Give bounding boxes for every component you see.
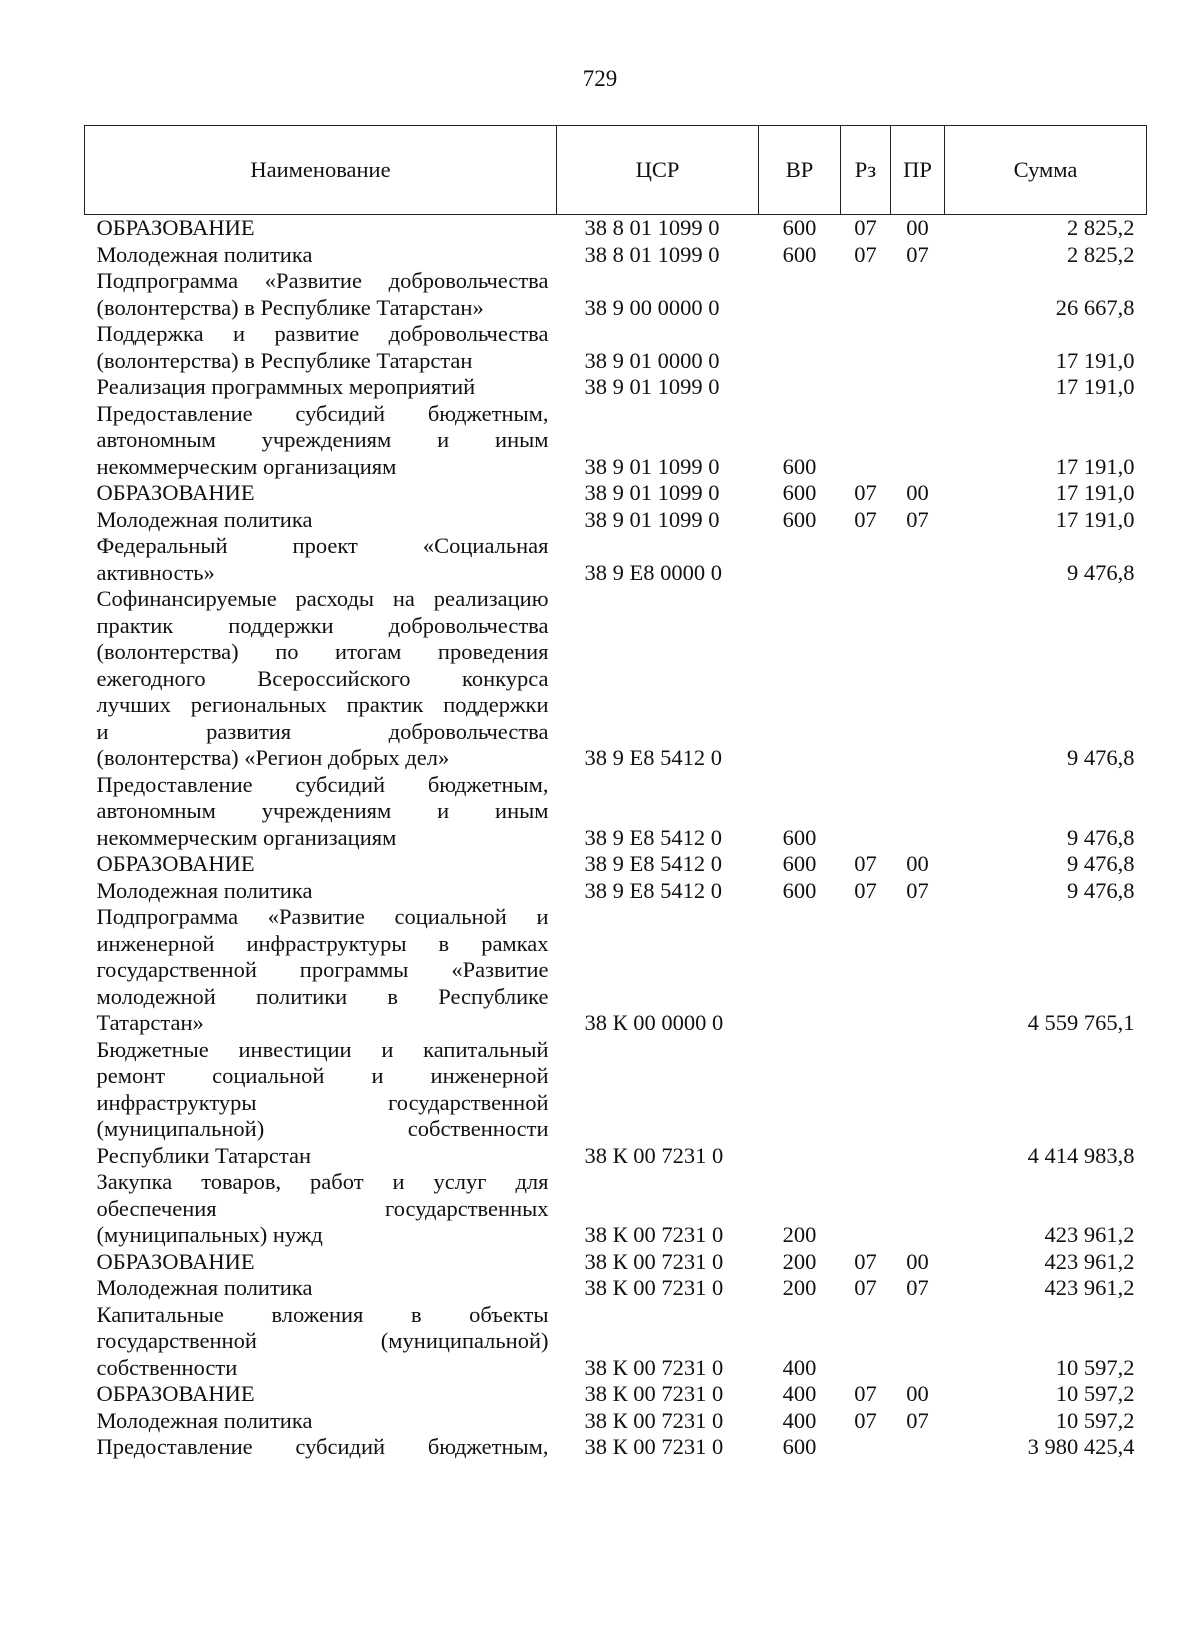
row-rz — [841, 904, 891, 1037]
row-name — [85, 1249, 557, 1276]
row-sum: 423 961,2 — [1044, 1275, 1135, 1300]
row-vr: 200 — [782, 1222, 817, 1247]
row-csr: 38 К 00 7231 0 — [584, 1407, 724, 1433]
row-sum: 3 980 425,4 — [1027, 1434, 1135, 1459]
row-rz: 07 — [854, 1248, 877, 1274]
row-sum: 423 961,2 — [1044, 1222, 1135, 1247]
table-row — [85, 321, 1147, 374]
row-vr: 600 — [782, 241, 817, 267]
row-pr — [891, 1037, 945, 1170]
row-name-line: Подпрограмма «Развитие социальной и — [96, 904, 549, 929]
row-name-line: собственности — [96, 1354, 238, 1380]
row-csr: 38 К 00 7231 0 — [584, 1142, 724, 1168]
row-name — [85, 507, 557, 534]
header-csr: ЦСР — [557, 126, 759, 215]
row-name-line: государственной (муниципальной) — [96, 1328, 549, 1353]
row-rz — [841, 1169, 891, 1249]
row-name — [85, 1169, 557, 1249]
row-name-line: (муниципальных) нужд — [96, 1222, 323, 1247]
row-name-line: Молодежная политика — [96, 1407, 313, 1433]
header-pr: ПР — [891, 126, 945, 215]
row-pr — [891, 321, 945, 374]
row-sum: 17 191,0 — [1055, 453, 1135, 479]
row-name-line: ОБРАЗОВАНИЕ — [96, 851, 255, 876]
row-pr: 00 — [906, 1381, 929, 1406]
header-sum: Сумма — [945, 126, 1147, 215]
row-rz — [841, 1302, 891, 1382]
row-pr — [891, 268, 945, 321]
row-name — [85, 533, 557, 586]
row-csr: 38 9 01 0000 0 — [584, 347, 720, 373]
row-vr: 400 — [782, 1407, 817, 1433]
row-name — [85, 586, 557, 772]
page-number: 729 — [582, 66, 618, 91]
row-vr: 600 — [782, 215, 817, 240]
row-pr — [891, 904, 945, 1037]
row-name-line: и развития добровольчества — [96, 718, 549, 744]
row-rz — [841, 321, 891, 374]
row-name-line: ОБРАЗОВАНИЕ — [96, 215, 255, 240]
row-name-line: Молодежная политика — [96, 877, 313, 903]
row-name-line: Предоставление субсидий бюджетным, — [96, 771, 549, 797]
row-sum: 2 825,2 — [1067, 241, 1135, 267]
row-name — [85, 772, 557, 852]
row-sum: 4 414 983,8 — [1027, 1142, 1135, 1168]
row-sum: 17 191,0 — [1055, 480, 1135, 505]
table-row — [85, 401, 1147, 481]
row-pr: 00 — [906, 851, 929, 876]
row-vr: 600 — [782, 480, 817, 505]
row-rz — [841, 772, 891, 852]
row-rz: 07 — [854, 1407, 877, 1433]
table-row — [85, 215, 1147, 242]
row-name-line: ежегодного Всероссийского конкурса — [96, 665, 549, 691]
row-rz: 07 — [854, 241, 877, 267]
row-rz: 07 — [854, 480, 877, 505]
row-name — [85, 268, 557, 321]
row-name-line: Капитальные вложения в объекты — [96, 1301, 549, 1327]
row-name — [85, 1408, 557, 1435]
row-csr: 38 9 01 1099 0 — [584, 453, 720, 479]
row-pr: 00 — [906, 215, 929, 240]
row-name-line: (муниципальной) собственности — [96, 1116, 549, 1141]
row-vr: 600 — [782, 824, 817, 850]
row-name-line: государственной программы «Развитие — [96, 957, 549, 982]
row-csr: 38 К 00 7231 0 — [584, 1381, 724, 1406]
row-rz — [841, 401, 891, 481]
row-csr: 38 9 E8 0000 0 — [584, 559, 722, 585]
row-csr: 38 9 E8 5412 0 — [584, 851, 722, 876]
row-name-line: Молодежная политика — [96, 241, 313, 267]
row-sum: 9 476,8 — [1067, 745, 1135, 770]
row-name — [85, 851, 557, 878]
row-name-line: автономным учреждениям и иным — [96, 798, 549, 823]
row-name — [85, 242, 557, 269]
row-sum: 4 559 765,1 — [1027, 1010, 1135, 1035]
row-csr: 38 К 00 7231 0 — [584, 1275, 724, 1300]
row-vr — [759, 1037, 841, 1170]
row-vr — [759, 374, 841, 401]
row-sum: 17 191,0 — [1055, 506, 1135, 532]
row-vr: 200 — [782, 1248, 817, 1274]
row-name-line: Республики Татарстан — [96, 1142, 312, 1168]
row-sum: 17 191,0 — [1055, 374, 1135, 399]
table-row — [85, 507, 1147, 534]
row-pr: 07 — [906, 877, 929, 903]
row-name-line: Молодежная политика — [96, 1275, 313, 1300]
row-name-line: инженерной инфраструктуры в рамках — [96, 930, 549, 956]
row-rz: 07 — [854, 1275, 877, 1300]
row-rz: 07 — [854, 506, 877, 532]
row-vr: 400 — [782, 1354, 817, 1380]
row-name — [85, 401, 557, 481]
row-sum: 9 476,8 — [1067, 559, 1135, 585]
table-row — [85, 1037, 1147, 1170]
table-row — [85, 851, 1147, 878]
row-name-line: Поддержка и развитие добровольчества — [96, 321, 549, 346]
row-pr — [891, 374, 945, 401]
row-sum: 10 597,2 — [1055, 1354, 1135, 1380]
table-row — [85, 1408, 1147, 1435]
table-row — [85, 1249, 1147, 1276]
row-sum: 423 961,2 — [1044, 1248, 1135, 1274]
header-vr: ВР — [759, 126, 841, 215]
row-name — [85, 1434, 557, 1461]
row-vr: 400 — [782, 1381, 817, 1406]
row-rz: 07 — [854, 215, 877, 240]
row-name-line: (волонтерства) «Регион добрых дел» — [96, 745, 450, 770]
row-name-line: практик поддержки добровольчества — [96, 612, 549, 638]
table-row — [85, 904, 1147, 1037]
row-csr: 38 К 00 7231 0 — [584, 1248, 724, 1274]
table-row — [85, 374, 1147, 401]
row-name-line: (волонтерства) в Республике Татарстан — [96, 347, 473, 373]
row-name — [85, 374, 557, 401]
row-csr: 38 9 00 0000 0 — [584, 294, 720, 320]
row-pr — [891, 1434, 945, 1461]
row-csr: 38 9 01 1099 0 — [584, 374, 720, 399]
table-row — [85, 1381, 1147, 1408]
table-row — [85, 1169, 1147, 1249]
row-csr: 38 9 01 1099 0 — [584, 506, 720, 532]
table-header — [85, 126, 1147, 215]
row-name-line: лучших региональных практик поддержки — [96, 692, 549, 717]
header-name: Наименование — [85, 126, 557, 215]
row-vr — [759, 321, 841, 374]
row-pr — [891, 586, 945, 772]
row-pr: 00 — [906, 480, 929, 505]
row-vr: 600 — [782, 1434, 817, 1459]
row-rz: 07 — [854, 877, 877, 903]
row-name — [85, 1275, 557, 1302]
row-rz — [841, 533, 891, 586]
row-csr: 38 8 01 1099 0 — [584, 215, 720, 240]
row-name-line: Бюджетные инвестиции и капитальный — [96, 1036, 549, 1062]
row-name-line: Предоставление субсидий бюджетным, — [96, 400, 549, 426]
table-row — [85, 772, 1147, 852]
row-sum: 2 825,2 — [1067, 215, 1135, 240]
row-csr: 38 К 00 0000 0 — [584, 1010, 724, 1035]
row-vr — [759, 268, 841, 321]
table-row — [85, 586, 1147, 772]
row-name-line: некоммерческим организациям — [96, 453, 397, 479]
header-rz: Рз — [841, 126, 891, 215]
row-name-line: обеспечения государственных — [96, 1195, 549, 1221]
row-csr: 38 9 E8 5412 0 — [584, 824, 722, 850]
row-csr: 38 8 01 1099 0 — [584, 241, 720, 267]
row-rz: 07 — [854, 851, 877, 876]
row-sum: 17 191,0 — [1055, 347, 1135, 373]
row-name-line: некоммерческим организациям — [96, 824, 397, 850]
row-vr: 600 — [782, 453, 817, 479]
row-name-line: инфраструктуры государственной — [96, 1089, 549, 1115]
row-vr: 200 — [782, 1275, 817, 1300]
table-row — [85, 878, 1147, 905]
row-pr: 07 — [906, 1275, 929, 1300]
row-name — [85, 480, 557, 507]
row-pr: 07 — [906, 1407, 929, 1433]
row-sum: 10 597,2 — [1055, 1407, 1135, 1433]
row-name — [85, 878, 557, 905]
row-pr: 07 — [906, 506, 929, 532]
row-rz — [841, 586, 891, 772]
table-body — [85, 215, 1147, 1461]
table-row — [85, 1302, 1147, 1382]
row-csr: 38 9 01 1099 0 — [584, 480, 720, 505]
row-vr — [759, 533, 841, 586]
row-name-line: Подпрограмма «Развитие добровольчества — [96, 268, 549, 293]
row-pr — [891, 1302, 945, 1382]
row-name-line: Федеральный проект «Социальная — [96, 533, 549, 558]
row-name-line: Татарстан» — [96, 1010, 204, 1035]
row-name-line: ремонт социальной и инженерной — [96, 1063, 549, 1088]
row-pr — [891, 1169, 945, 1249]
table-row — [85, 1275, 1147, 1302]
budget-table — [84, 125, 1147, 1461]
row-pr — [891, 772, 945, 852]
row-name — [85, 1037, 557, 1170]
row-name-line: активность» — [96, 559, 215, 585]
row-rz — [841, 268, 891, 321]
row-name — [85, 1302, 557, 1382]
row-name — [85, 1381, 557, 1408]
row-vr — [759, 904, 841, 1037]
table-row — [85, 533, 1147, 586]
table-row — [85, 480, 1147, 507]
row-name-line: ОБРАЗОВАНИЕ — [96, 1381, 255, 1406]
row-sum: 9 476,8 — [1067, 824, 1135, 850]
table-row — [85, 242, 1147, 269]
row-rz: 07 — [854, 1381, 877, 1406]
row-csr: 38 К 00 7231 0 — [584, 1434, 724, 1459]
row-csr: 38 9 E8 5412 0 — [584, 877, 722, 903]
row-vr — [759, 586, 841, 772]
row-vr: 600 — [782, 851, 817, 876]
row-name — [85, 904, 557, 1037]
row-name-line: Предоставление субсидий бюджетным, — [96, 1434, 549, 1459]
row-sum: 10 597,2 — [1055, 1381, 1135, 1406]
row-name-line: ОБРАЗОВАНИЕ — [96, 1248, 255, 1274]
row-vr: 600 — [782, 877, 817, 903]
row-name-line: Молодежная политика — [96, 506, 313, 532]
row-pr — [891, 401, 945, 481]
table-row — [85, 268, 1147, 321]
row-pr — [891, 533, 945, 586]
row-name-line: (волонтерства) в Республике Татарстан» — [96, 294, 484, 320]
row-csr: 38 9 E8 5412 0 — [584, 745, 722, 770]
row-name — [85, 321, 557, 374]
row-rz — [841, 1037, 891, 1170]
row-name-line: Софинансируемые расходы на реализацию — [96, 586, 549, 611]
row-name-line: автономным учреждениям и иным — [96, 427, 549, 452]
row-rz — [841, 1434, 891, 1461]
row-name-line: ОБРАЗОВАНИЕ — [96, 480, 255, 505]
row-name-line: молодежной политики в Республике — [96, 983, 549, 1009]
row-pr: 07 — [906, 241, 929, 267]
row-csr: 38 К 00 7231 0 — [584, 1354, 724, 1380]
table-row — [85, 1434, 1147, 1461]
row-pr: 00 — [906, 1248, 929, 1274]
row-name-line: (волонтерства) по итогам проведения — [96, 639, 549, 664]
row-sum: 9 476,8 — [1067, 851, 1135, 876]
row-name-line: Реализация программных мероприятий — [96, 374, 476, 399]
row-name — [85, 215, 557, 242]
row-csr: 38 К 00 7231 0 — [584, 1222, 724, 1247]
row-name-line: Закупка товаров, работ и услуг для — [96, 1169, 549, 1194]
row-sum: 26 667,8 — [1055, 294, 1135, 320]
row-rz — [841, 374, 891, 401]
row-sum: 9 476,8 — [1067, 877, 1135, 903]
row-vr: 600 — [782, 506, 817, 532]
